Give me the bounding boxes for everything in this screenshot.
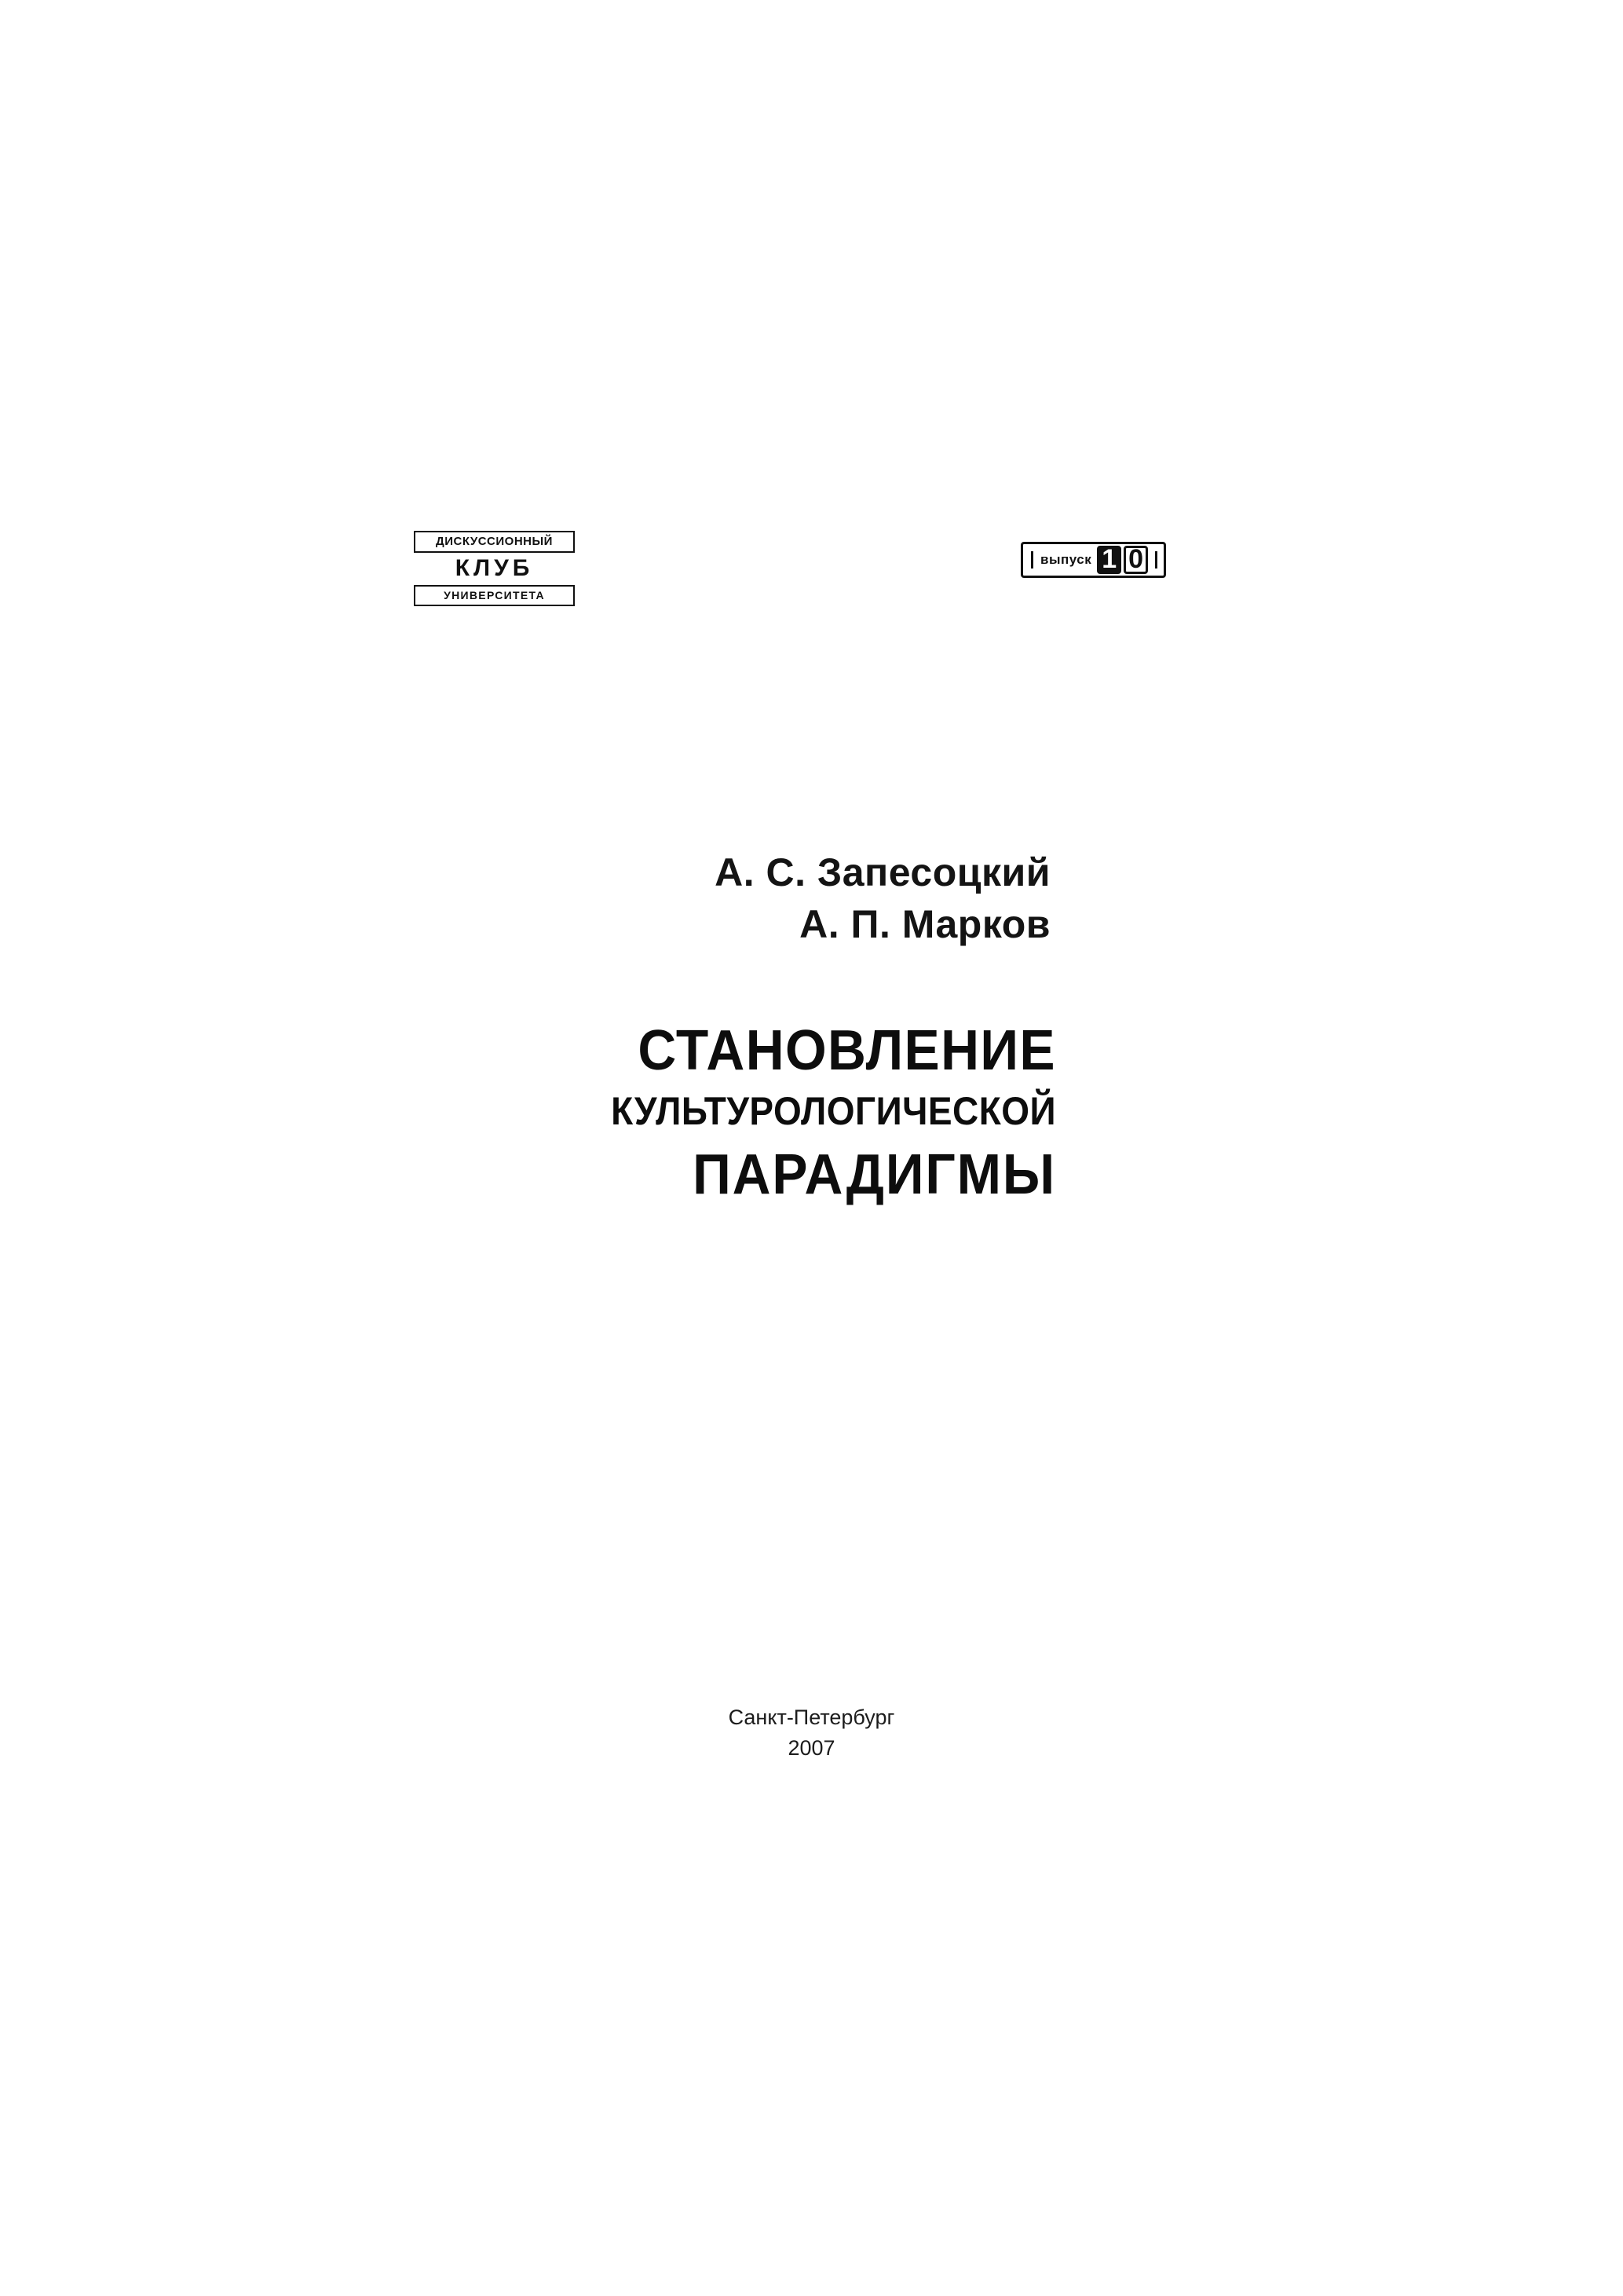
imprint-city: Санкт-Петербург <box>728 1706 895 1729</box>
authors-block <box>0 846 1051 950</box>
issue-label: выпуск <box>1040 552 1092 567</box>
imprint-block <box>0 1702 1623 1764</box>
discussion-club-emblem <box>414 531 575 606</box>
emblem-line-club: КЛУБ <box>414 551 575 587</box>
issue-number <box>1097 543 1148 575</box>
title-line-1: СТАНОВЛЕНИЕ <box>638 1019 1056 1082</box>
emblem-line-discussion: ДИСКУССИОННЫЙ <box>414 531 575 551</box>
page-title <box>0 1021 1056 1206</box>
emblem-line-university: УНИВЕРСИТЕТА <box>414 587 575 606</box>
issue-number-badge <box>1021 542 1166 578</box>
issue-digit-first: 1 <box>1097 546 1121 575</box>
imprint-year: 2007 <box>788 1736 835 1760</box>
issue-digit-second: 0 <box>1124 546 1148 575</box>
title-line-2: КУЛЬТУРОЛОГИЧЕСКОЙ <box>611 1088 1056 1133</box>
author-name-2: А. П. Марков <box>799 902 1051 946</box>
title-line-3: ПАРАДИГМЫ <box>693 1143 1056 1206</box>
author-name-1: А. С. Запесоцкий <box>715 850 1051 894</box>
